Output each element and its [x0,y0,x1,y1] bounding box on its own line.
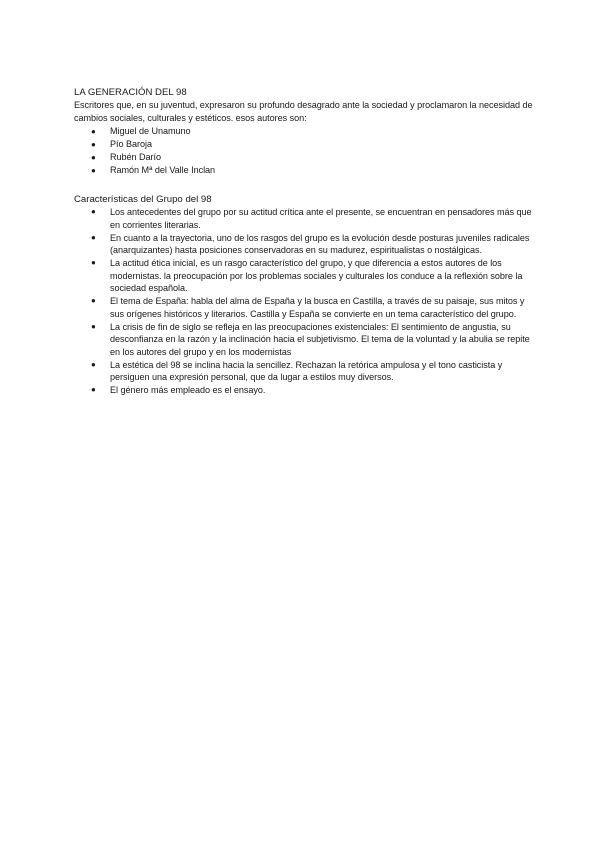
document-title: LA GENERACIÓN DEL 98 [74,87,187,98]
list-item [74,384,534,397]
bullet-icon: ● [91,140,96,149]
characteristic-text: El tema de España: habla del alma de España y la busca en Castilla, a través de su paisaje, sus mitos y sus orígenes históricos y literarios. Castilla y España se convierte en un tema característico del grupo. [110,296,525,319]
characteristic-text: La actitud ética inicial, es un rasgo característico del grupo, y que diferencia a estos autores de los modernistas. la preocupación por los problemas sociales y culturales los conduce a la reflexión sobre la sociedad española. [110,258,523,293]
characteristics-list [74,206,534,397]
list-item [74,257,534,295]
characteristic-text: La estética del 98 se inclina hacia la sencillez. Rechazan la retórica ampulosa y el tono casticista y persiguen una expresión personal, que da lugar a estilos muy diversos. [110,359,503,382]
bullet-icon: ● [91,207,96,216]
section-title: Características del Grupo del 98 [74,194,212,205]
characteristic-text: El género más empleado es el ensayo. [110,385,266,395]
author-name: Pío Baroja [110,139,152,149]
bullet-icon: ● [91,153,96,162]
list-item [74,206,534,231]
list-item [74,321,534,359]
list-item [74,359,534,384]
bullet-icon: ● [91,258,96,267]
bullet-icon: ● [91,127,96,136]
intro-paragraph: Escritores que, en su juventud, expresaron su profundo desagrado ante la sociedad y proclamaron la necesidad de cambios sociales, culturales y estéticos. esos autores son: [74,100,533,123]
bullet-icon: ● [91,232,96,242]
list-item [74,232,534,257]
list-item [74,295,534,320]
list-item [74,164,534,177]
authors-list [74,125,534,177]
bullet-icon: ● [91,321,96,331]
characteristic-text: La crisis de fin de siglo se refleja en las preocupaciones existenciales: El sentimiento de angustia, su desconfianza en la razón y la inclinación hacia el subjetivismo. El tema de la voluntad y la abulia se repite en los autores del grupo y en los modernistas [110,321,530,357]
document-page [74,86,534,397]
bullet-icon: ● [91,359,96,369]
bullet-icon: ● [91,166,96,175]
bullet-icon: ● [91,385,96,394]
list-item [74,138,534,151]
author-name: Miguel de Unamuno [110,126,191,136]
bullet-icon: ● [91,296,96,305]
author-name: Rubén Darío [110,152,162,162]
list-item [74,125,534,138]
author-name: Ramón Mª del Valle Inclan [110,165,216,175]
list-item [74,151,534,164]
characteristic-text: Los antecedentes del grupo por su actitud crítica ante el presente, se encuentran en pensadores más que en corrientes literarias. [110,207,532,230]
characteristic-text: En cuanto a la trayectoria, uno de los rasgos del grupo es la evolución desde posturas juveniles radicales (anarquizantes) hasta posiciones conservadoras en su madurez, espiritualistas o nostálgicas. [110,232,530,255]
